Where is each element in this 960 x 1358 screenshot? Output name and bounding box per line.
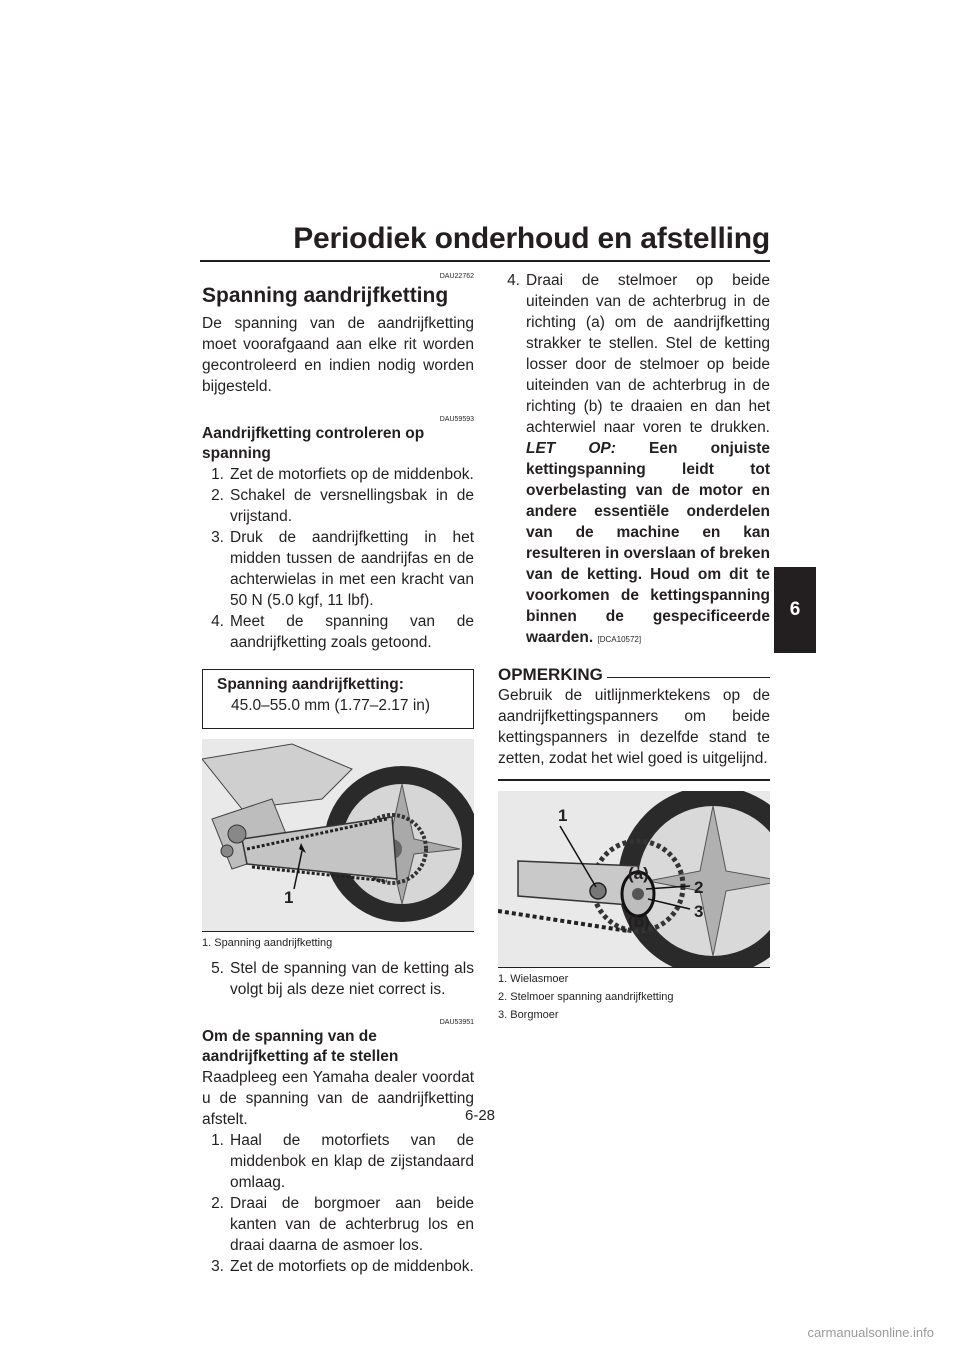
- check-code: DAU59593: [439, 416, 474, 423]
- list-item: 4. Draai de stelmoer op beide uiteinden van de achterbrug in de richting (a) om de aandrijfketting strakker te stellen. Stel de ketting losser door de stelmoer op beide uiteinden van de achterbrug in de richting (b) te draaien en dan het achterwiel naar voren te drukken. LET OP: Een onjuiste kettingspanning leidt tot overbelasting van de motor en andere essentiële onderdelen van de machine en kan resulteren in overslaan of breken van de ketting. Houd om dit te voorkomen de kettingspanning binnen de gespecificeerde waarden. [DCA10572]: [507, 272, 770, 646]
- spec-value: 45.0–55.0 mm (1.77–2.17 in): [231, 697, 431, 714]
- spec-box: [202, 669, 474, 729]
- chapter-tab: 6: [774, 567, 816, 653]
- note-end-rule: [498, 779, 770, 781]
- note-text: Gebruik de uitlijnmerktekens op de aandrijfkettingspanners om beide kettingspanners in dezelfde stand te zetten, zodat het wiel goed is uitgelijnd.: [498, 687, 770, 767]
- section-intro: De spanning van de aandrijfketting moet voorafgaand aan elke rit worden gecontroleerd en indien nodig worden bijgesteld.: [202, 315, 474, 395]
- section-title: Spanning aandrijfketting: [202, 284, 449, 307]
- watermark-text: carmanualsonline.info: [807, 1325, 934, 1340]
- adjust-code: DAU53951: [439, 1019, 474, 1026]
- check-step-5: [202, 958, 474, 1000]
- let-op-label: LET OP:: [526, 440, 616, 457]
- page-number: 6-28: [464, 1107, 496, 1124]
- check-steps: [202, 464, 474, 653]
- list-item: 1. Zet de motorfiets op de middenbok.: [211, 466, 474, 483]
- page-header-title: Periodiek onderhoud en afstelling: [293, 222, 770, 255]
- motorcycle-rear-illustration: [202, 739, 474, 931]
- figure2-caption-3: 3. Borgmoer: [498, 1008, 559, 1021]
- adjust-steps: [202, 1130, 474, 1277]
- warning-text: Een onjuiste kettingspanning leidt tot overbelasting van de motor en andere essentiële onderdelen van de machine en kan resulteren in overslaan of breken van de ketting. Houd om dit te voorkomen de kettingspanning binnen de gespecificeerde waarden.: [526, 440, 770, 646]
- note-title: OPMERKING: [498, 665, 603, 684]
- figure2-callout-b: (b): [628, 911, 650, 931]
- step4-text: Draai de stelmoer op beide uiteinden van de achterbrug in de richting (a) om de aandrijfketting strakker te stellen. Stel de ketting losser door de stelmoer op beide uiteinden van de achterbrug in de richting (b) te draaien en dan het achterwiel naar voren te drukken.: [526, 272, 770, 436]
- list-item: 1. Haal de motorfiets van de middenbok en klap de zijstandaard omlaag.: [211, 1132, 474, 1191]
- list-item: 2. Draai de borgmoer aan beide kanten van de achterbrug los en draai daarna de asmoer los.: [211, 1195, 474, 1254]
- figure2-callout-a: (a): [628, 863, 649, 883]
- list-item: 5. Stel de spanning van de ketting als volgt bij als deze niet correct is.: [211, 960, 474, 998]
- check-title: Aandrijfketting controleren op spanning: [202, 425, 425, 462]
- adjust-intro: Raadpleeg een Yamaha dealer voordat u de spanning van de aandrijfketting afstelt.: [202, 1069, 474, 1128]
- figure1-caption: 1. Spanning aandrijfketting: [202, 937, 333, 949]
- note-rule: [607, 677, 770, 679]
- list-item: 4. Meet de spanning van de aandrijfketting zoals getoond.: [211, 613, 474, 651]
- section-code: DAU22762: [439, 273, 474, 280]
- list-item: 2. Schakel de versnellingsbak in de vrijstand.: [211, 487, 474, 525]
- list-item: 3. Druk de aandrijfketting in het midden tussen de aandrijfas en de achterwielas in met een kracht van 50 N (5.0 kgf, 11 lbf).: [211, 529, 474, 609]
- spec-label: Spanning aandrijfketting:: [217, 676, 404, 693]
- note-heading: [498, 664, 770, 685]
- adjust-step-4: [498, 270, 770, 650]
- figure2-callout-3: 3: [694, 901, 704, 921]
- figure2-caption-1: 1. Wielasmoer: [498, 972, 569, 985]
- figure-adjuster: [498, 791, 770, 968]
- warning-code: [DCA10572]: [597, 635, 642, 644]
- header-rule: [200, 260, 770, 262]
- figure2-caption-2: 2. Stelmoer spanning aandrijfketting: [498, 990, 674, 1003]
- left-column: [202, 270, 474, 1277]
- figure2-callout-1: 1: [558, 805, 568, 825]
- right-column: [498, 270, 770, 1024]
- list-item: 3. Zet de motorfiets op de middenbok.: [211, 1258, 474, 1275]
- figure2-callout-2: 2: [694, 877, 704, 897]
- adjust-title: Om de spanning van de aandrijfketting af te stellen: [202, 1028, 399, 1065]
- figure-chain-slack: [202, 739, 474, 932]
- figure1-callout-1: 1: [284, 888, 294, 907]
